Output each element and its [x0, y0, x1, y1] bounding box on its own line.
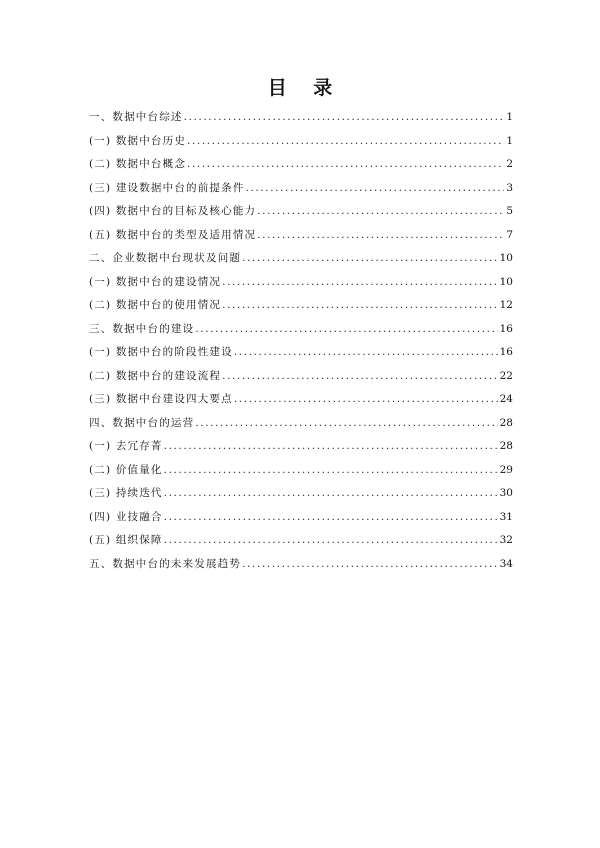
toc-dot-leader: [257, 200, 504, 224]
toc-page-number: 16: [499, 346, 513, 358]
toc-page-number: 7: [506, 228, 513, 241]
toc-entry[interactable]: [89, 177, 513, 201]
toc-dot-leader: [242, 247, 498, 271]
toc-dot-leader: [187, 153, 504, 177]
toc-page-number: 29: [499, 463, 513, 476]
toc-entry[interactable]: [89, 459, 513, 483]
toc-entry-label: (四) 业技融合: [89, 510, 163, 523]
toc-entry[interactable]: [89, 130, 513, 154]
toc-entry[interactable]: [89, 153, 513, 177]
toc-entry[interactable]: [89, 482, 513, 506]
toc-entry[interactable]: [89, 247, 513, 271]
toc-entry-label: 五、数据中台的未来发展趋势: [89, 557, 242, 570]
toc-entry-label: 四、数据中台的运营: [89, 416, 195, 429]
toc-page-number: 10: [499, 252, 513, 264]
toc-entry[interactable]: [89, 271, 513, 295]
toc-entry-label: (一) 数据中台的阶段性建设: [89, 346, 233, 358]
toc-page-number: 28: [499, 416, 513, 429]
toc-entry-label: (一) 去冗存菁: [89, 440, 163, 452]
toc-page-number: 22: [499, 369, 513, 382]
toc-page-number: 32: [499, 534, 513, 546]
toc-page-number: 3: [506, 181, 513, 194]
toc-dot-leader: [246, 177, 505, 201]
toc-entry[interactable]: [89, 553, 513, 577]
toc-entry-label: (五) 组织保障: [89, 534, 163, 546]
toc-dot-leader: [164, 529, 498, 553]
toc-dot-leader: [222, 294, 497, 318]
toc-entry[interactable]: [89, 529, 513, 553]
toc-page-number: 28: [499, 440, 513, 452]
toc-page-number: 12: [499, 299, 513, 311]
toc-dot-leader: [184, 106, 505, 130]
toc-dot-leader: [195, 412, 497, 436]
toc-entry-label: (二) 数据中台的建设流程: [89, 369, 222, 382]
toc-entry[interactable]: [89, 365, 513, 389]
toc-dot-leader: [187, 130, 504, 154]
toc-page-number: 1: [506, 134, 513, 147]
toc-entry[interactable]: [89, 224, 513, 248]
toc-page-number: 24: [499, 393, 513, 405]
toc-entry-label: (三) 建设数据中台的前提条件: [89, 181, 245, 194]
toc-entry-label: (二) 数据中台概念: [89, 158, 187, 170]
toc-dot-leader: [164, 459, 498, 483]
toc-dot-leader: [164, 506, 498, 530]
toc-entry[interactable]: [89, 506, 513, 530]
toc-page-number: 1: [506, 111, 513, 123]
toc-entry-label: (三) 持续迭代: [89, 487, 163, 499]
toc-dot-leader: [234, 341, 498, 365]
toc-page-number: 10: [499, 275, 513, 288]
toc-title: 目 录: [267, 77, 343, 99]
toc-entry[interactable]: [89, 435, 513, 459]
toc-dot-leader: [164, 435, 498, 459]
toc-page-number: 34: [499, 557, 513, 570]
toc-page-number: 2: [506, 158, 513, 170]
toc-entry[interactable]: [89, 412, 513, 436]
toc-page-number: 5: [506, 205, 513, 217]
toc-entry-label: 一、数据中台综述: [89, 111, 183, 123]
toc-entry-label: (二) 数据中台的使用情况: [89, 299, 222, 311]
toc-entry[interactable]: [89, 106, 513, 130]
toc-dot-leader: [242, 553, 498, 577]
toc-entry[interactable]: [89, 200, 513, 224]
toc-entry-label: (五) 数据中台的类型及适用情况: [89, 228, 257, 241]
toc-entry[interactable]: [89, 341, 513, 365]
toc-dot-leader: [164, 482, 498, 506]
toc-entry[interactable]: [89, 294, 513, 318]
toc-entry-label: (一) 数据中台历史: [89, 134, 187, 147]
table-of-contents: [89, 106, 513, 576]
toc-page-number: 30: [499, 487, 513, 499]
toc-entry-label: 二、企业数据中台现状及问题: [89, 252, 242, 264]
toc-entry-label: (一) 数据中台的建设情况: [89, 275, 222, 288]
toc-entry-label: 三、数据中台的建设: [89, 322, 195, 335]
toc-page-number: 16: [499, 322, 513, 335]
toc-entry-label: (三) 数据中台建设四大要点: [89, 393, 233, 405]
toc-dot-leader: [257, 224, 504, 248]
toc-entry-label: (四) 数据中台的目标及核心能力: [89, 205, 257, 217]
toc-dot-leader: [222, 271, 497, 295]
toc-dot-leader: [195, 318, 497, 342]
toc-page-number: 31: [499, 510, 513, 523]
toc-dot-leader: [222, 365, 497, 389]
toc-entry-label: (二) 价值量化: [89, 463, 163, 476]
toc-entry[interactable]: [89, 388, 513, 412]
toc-dot-leader: [234, 388, 498, 412]
toc-entry[interactable]: [89, 318, 513, 342]
